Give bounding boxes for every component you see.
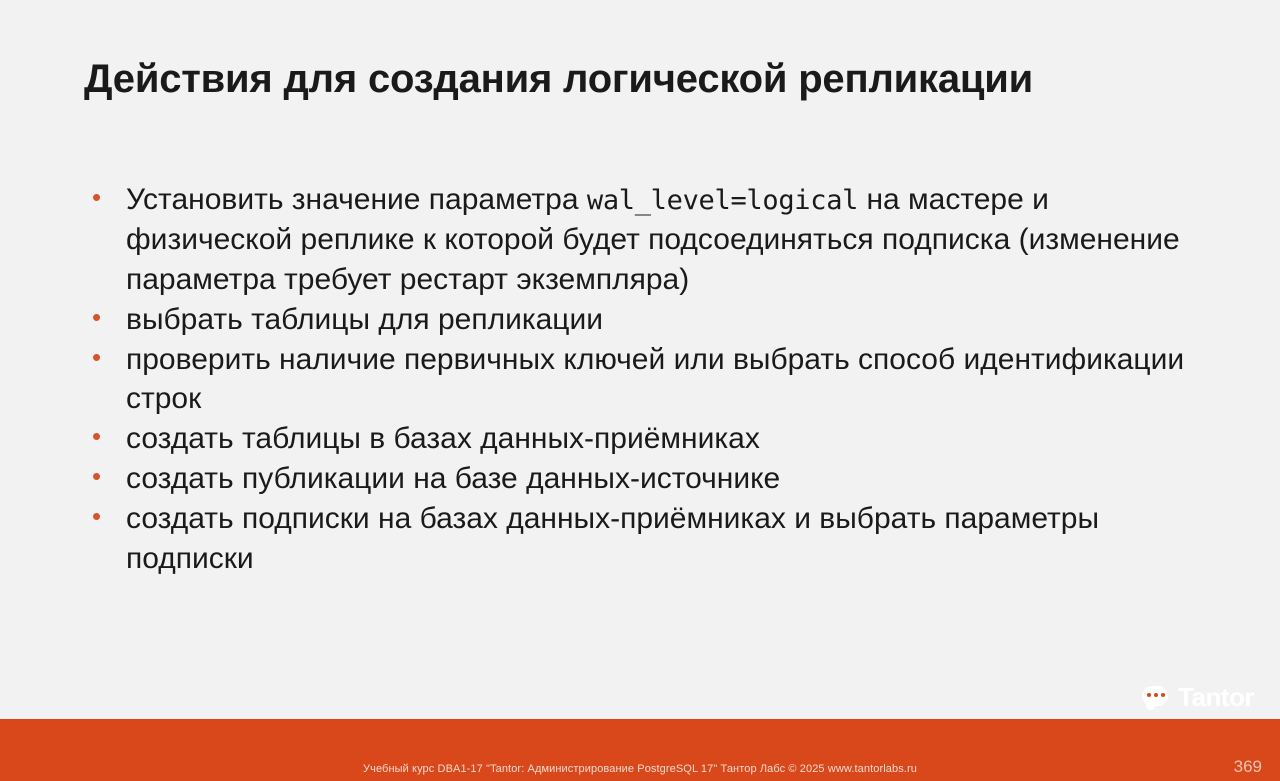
list-item: [84, 180, 1214, 300]
page-title: Действия для создания логической репликации: [84, 57, 1034, 101]
list-item: [84, 419, 1214, 459]
slide-content: [84, 180, 1214, 579]
list-item: [84, 300, 1214, 340]
bullet-text-after: на мастере и физической реплике к которой будет подсоединяться подписка (изменение параметра требует рестарт экземпляра): [126, 183, 1180, 296]
bullet-text-before: Установить значение параметра: [126, 183, 587, 216]
bullet-text-before: создать подписки на базах данных-приёмниках и выбрать параметры подписки: [126, 502, 1100, 576]
page-number: 369: [1233, 757, 1262, 776]
bullet-code: wal_level=logical: [586, 185, 859, 216]
bullet-text-before: создать публикации на базе данных-источнике: [126, 462, 781, 496]
list-item: [84, 459, 1214, 499]
bullet-text-before: создать таблицы в базах данных-приёмниках: [126, 422, 760, 456]
list-item: [84, 340, 1214, 420]
logo-label: Tantor: [1178, 682, 1254, 712]
bullet-list: [84, 180, 1214, 579]
list-item: [84, 499, 1214, 579]
bullet-text-before: выбрать таблицы для репликации: [126, 302, 603, 336]
speech-bubble-icon: [1138, 683, 1172, 713]
tantor-logo: [1138, 682, 1254, 713]
bullet-text-before: проверить наличие первичных ключей или выбрать способ идентификации строк: [126, 342, 1185, 416]
footer-bar: [0, 719, 1280, 781]
footer-credit: Учебный курс DBA1-17 "Tantor: Администрирование PostgreSQL 17" Тантор Лабс © 2025 www.tantorlabs.ru: [363, 763, 917, 775]
